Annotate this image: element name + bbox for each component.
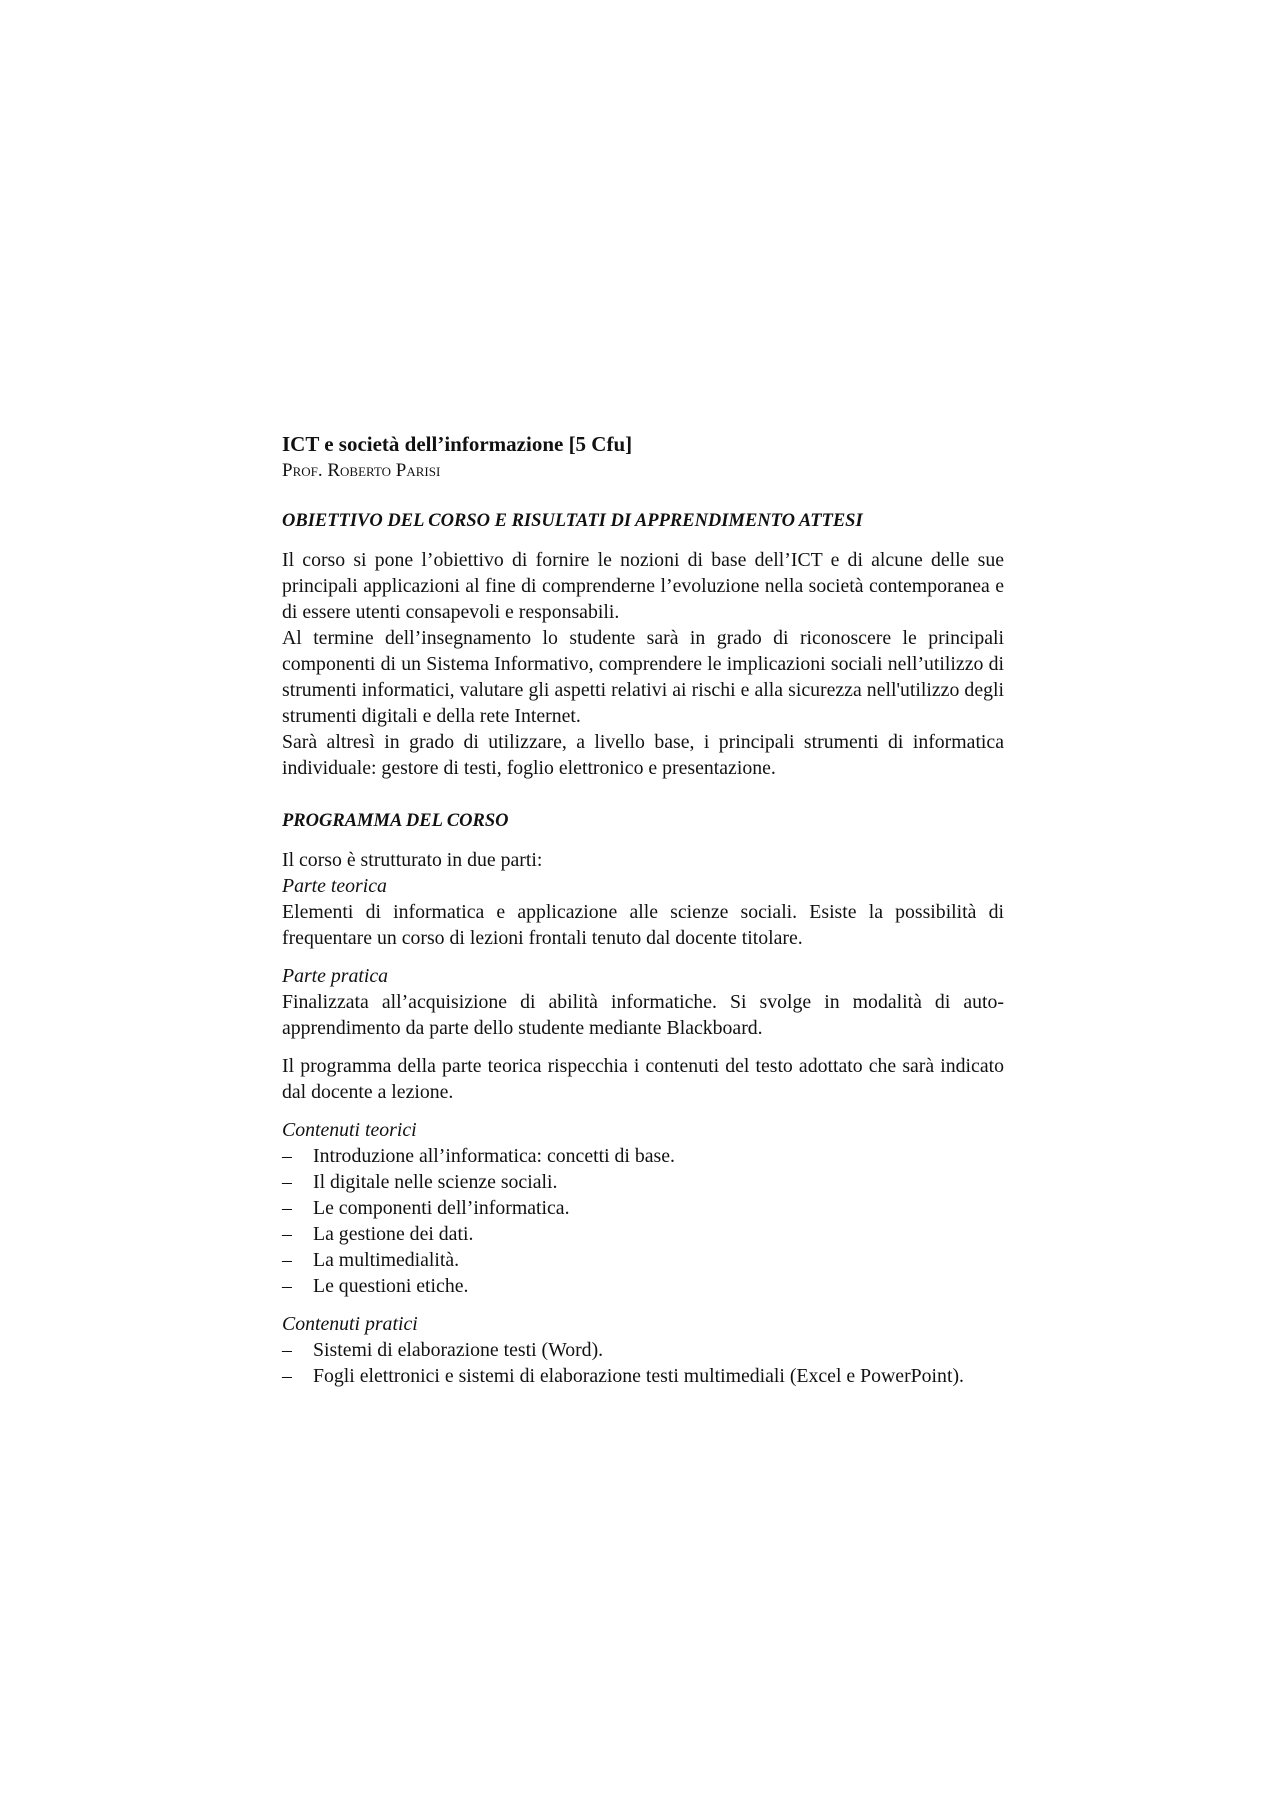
objectives-section (282, 509, 1004, 781)
list-item-text: La multimedialità. (313, 1249, 460, 1271)
list-item (282, 1221, 1004, 1247)
paragraph-spacer (282, 1299, 1004, 1311)
list-item (282, 1143, 1004, 1169)
practice-part-label: Parte pratica (282, 965, 389, 987)
bullet-dash: – (282, 1249, 292, 1271)
paragraph-spacer (282, 1041, 1004, 1053)
program-heading: PROGRAMMA DEL CORSO (282, 811, 509, 831)
practice-contents-label: Contenuti pratici (282, 1313, 418, 1335)
program-intro: Il corso è strutturato in due parti: (282, 849, 543, 871)
list-item-text: Le questioni etiche. (313, 1275, 469, 1297)
practice-contents-list (282, 1337, 1004, 1389)
course-title: ICT e società dell’informazione [5 Cfu] (282, 432, 633, 456)
bullet-dash: – (282, 1339, 292, 1361)
objectives-paragraph-3: Sarà altresì in grado di utilizzare, a livello base, i principali strumenti di informatica individuale: gestore di testi, foglio elettronico e presentazione. (282, 731, 1004, 779)
list-item-text: Le componenti dell’informatica. (313, 1197, 570, 1219)
list-item-text: Sistemi di elaborazione testi (Word). (313, 1339, 604, 1361)
theory-contents-list (282, 1143, 1004, 1299)
list-item (282, 1363, 1004, 1389)
professor-name: Prof. Roberto Parisi (282, 460, 441, 481)
list-item (282, 1247, 1004, 1273)
list-item-text: Il digitale nelle scienze sociali. (313, 1171, 558, 1193)
section-spacer (282, 781, 1004, 809)
program-section (282, 809, 1004, 1389)
list-item (282, 1195, 1004, 1221)
objectives-heading: OBIETTIVO DEL CORSO E RISULTATI DI APPRENDIMENTO ATTESI (282, 511, 863, 531)
list-item-text: Fogli elettronici e sistemi di elaborazione testi multimediali (Excel e PowerPoint). (313, 1365, 964, 1387)
bullet-dash: – (282, 1197, 292, 1219)
list-item-text: Introduzione all’informatica: concetti di base. (313, 1145, 675, 1167)
bullet-dash: – (282, 1145, 292, 1167)
paragraph-spacer (282, 951, 1004, 963)
theory-part-text: Elementi di informatica e applicazione alle scienze sociali. Esiste la possibilità di frequentare un corso di lezioni frontali tenuto dal docente titolare. (282, 901, 1004, 949)
practice-part-text: Finalizzata all’acquisizione di abilità informatiche. Si svolge in modalità di auto-apprendimento da parte dello studente mediante Blackboard. (282, 991, 1004, 1039)
theory-part-label: Parte teorica (282, 875, 387, 897)
objectives-paragraph-1: Il corso si pone l’obiettivo di fornire le nozioni di base dell’ICT e di alcune delle sue principali applicazioni al fine di comprenderne l’evoluzione nella società contemporanea e di essere utenti consapevoli e responsabili. (282, 549, 1004, 623)
list-item (282, 1169, 1004, 1195)
document-page (282, 431, 1004, 1389)
bullet-dash: – (282, 1171, 292, 1193)
list-item-text: La gestione dei dati. (313, 1223, 474, 1245)
bullet-dash: – (282, 1275, 292, 1297)
list-item (282, 1337, 1004, 1363)
bullet-dash: – (282, 1223, 292, 1245)
bullet-dash: – (282, 1365, 292, 1387)
theory-contents-label: Contenuti teorici (282, 1119, 417, 1141)
paragraph-spacer (282, 1105, 1004, 1117)
objectives-paragraph-2: Al termine dell’insegnamento lo studente sarà in grado di riconoscere le principali componenti di un Sistema Informativo, comprendere le implicazioni sociali nell’utilizzo di strumenti informatici, valutare gli aspetti relativi ai rischi e alla sicurezza nell'utilizzo degli strumenti digitali e della rete Internet. (282, 627, 1004, 727)
program-note: Il programma della parte teorica rispecchia i contenuti del testo adottato che sarà indicato dal docente a lezione. (282, 1055, 1004, 1103)
list-item (282, 1273, 1004, 1299)
